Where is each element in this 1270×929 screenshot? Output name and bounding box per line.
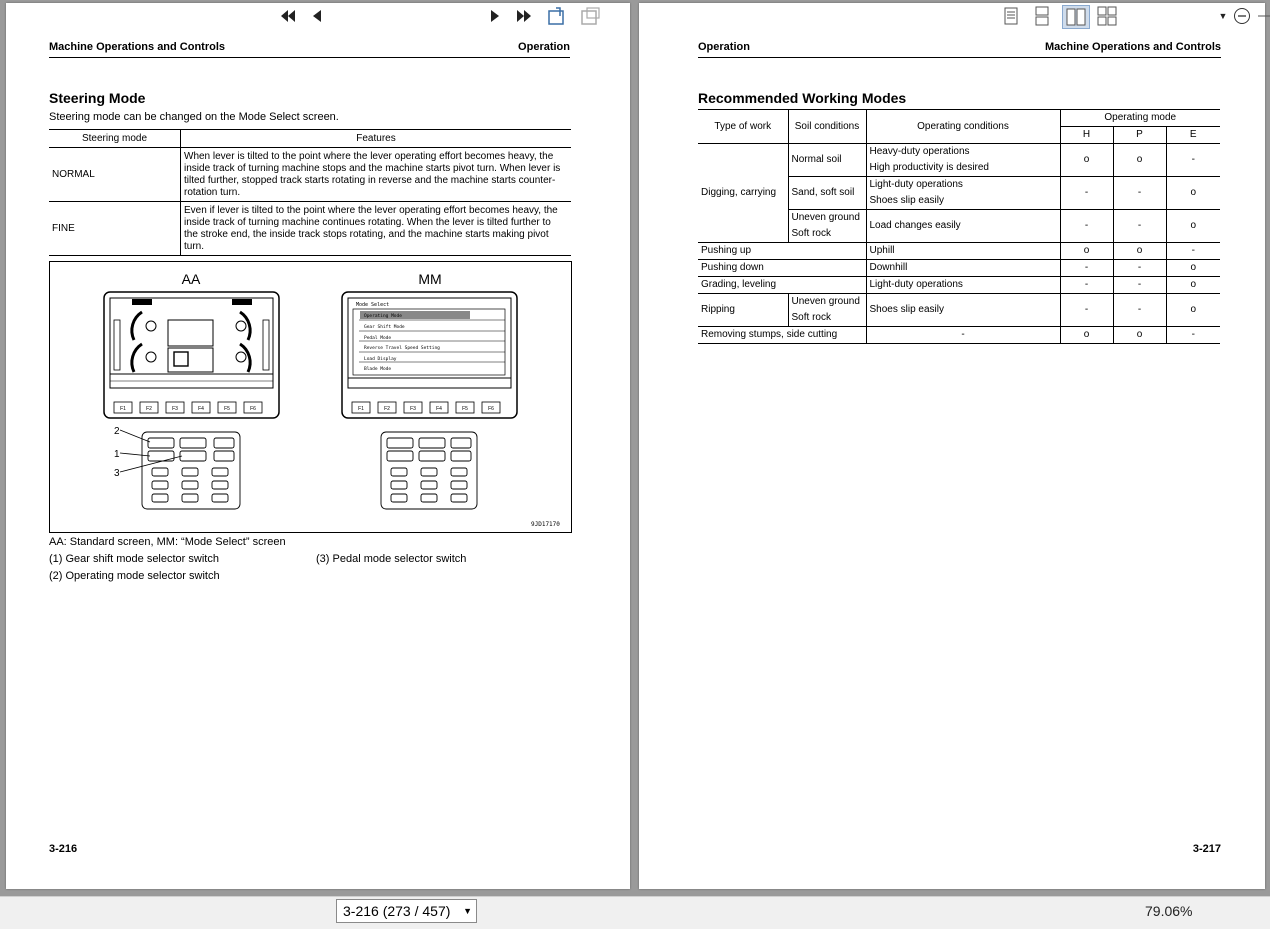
conditions-cell (866, 177, 1060, 210)
col-operating-conditions: Operating conditions (866, 110, 1060, 144)
type-cell: Ripping (698, 294, 788, 327)
mode-p-cell: - (1113, 210, 1166, 243)
zoom-slider[interactable] (1256, 5, 1270, 27)
header-left: Machine Operations and Controls (49, 41, 226, 53)
col-operating-mode: Operating mode (1060, 110, 1220, 127)
col-p: P (1113, 127, 1166, 144)
mode-p-cell: o (1113, 327, 1166, 344)
table-row (698, 294, 1220, 327)
table-row (698, 243, 1220, 260)
col-h: H (1060, 127, 1113, 144)
fkey-label: F6 (250, 406, 256, 412)
running-header (698, 41, 1221, 58)
conditions-cell: Uphill (866, 243, 1060, 260)
running-header (49, 41, 570, 58)
conditions-line: Heavy-duty operations (869, 146, 970, 157)
page-indicator: 3-216 (273 / 457) (343, 903, 451, 919)
zoom-slider-track (1256, 7, 1270, 25)
soil-line: Soft rock (791, 228, 831, 239)
table-row (698, 277, 1220, 294)
conditions-cell: Downhill (866, 260, 1060, 277)
mode-e-cell: - (1166, 144, 1220, 177)
mode-h-cell: - (1060, 277, 1113, 294)
soil-line: Soft rock (791, 312, 831, 323)
fkey-label: F1 (358, 406, 364, 412)
intro-text: Steering mode can be changed on the Mode Select screen. (49, 111, 339, 123)
chevron-down-icon[interactable]: ▼ (463, 906, 472, 916)
fkey-label: F5 (462, 406, 468, 412)
standard-screen-monitor (104, 292, 279, 418)
menu-item: Operating Mode (364, 314, 402, 319)
conditions-cell: Load changes easily (866, 210, 1060, 243)
working-modes-table (698, 109, 1220, 344)
header-right: Operation (518, 41, 570, 53)
mode-e-cell: - (1166, 327, 1220, 344)
col-features: Features (181, 130, 572, 148)
col-e: E (1166, 127, 1220, 144)
fkey-label: F4 (198, 406, 204, 412)
conditions-cell: - (866, 327, 1060, 344)
mode-h-cell: - (1060, 260, 1113, 277)
mode-e-cell: o (1166, 210, 1220, 243)
mode-cell: NORMAL (49, 148, 181, 202)
header-right: Machine Operations and Controls (1044, 41, 1221, 53)
previous-page-button[interactable] (308, 5, 326, 27)
menu-item: Gear Shift Mode (364, 325, 405, 330)
conditions-cell (866, 144, 1060, 177)
label-aa: AA (181, 271, 201, 287)
section-title: Steering Mode (49, 90, 146, 106)
zoom-dropdown[interactable] (1217, 5, 1229, 27)
steering-mode-table (49, 129, 571, 256)
first-page-icon (279, 8, 297, 24)
soil-line: Uneven ground (791, 296, 860, 307)
soil-cell (788, 210, 866, 243)
mode-p-cell: - (1113, 294, 1166, 327)
section-title: Recommended Working Modes (698, 90, 907, 106)
fkey-label: F3 (410, 406, 416, 412)
mode-e-cell: o (1166, 260, 1220, 277)
legend-item: (3) Pedal mode selector switch (316, 553, 467, 565)
menu-item: Blade Mode (364, 367, 392, 372)
fkey-label: F4 (436, 406, 442, 412)
mode-h-cell: - (1060, 294, 1113, 327)
single-page-view-button[interactable] (1000, 5, 1022, 27)
col-steering-mode: Steering mode (49, 130, 181, 148)
next-view-button[interactable] (578, 5, 602, 27)
next-view-icon (579, 6, 601, 26)
switch-panel-left (142, 432, 240, 509)
page-number: 3-217 (1192, 843, 1221, 855)
previous-view-button[interactable] (545, 5, 569, 27)
legend-item: (2) Operating mode selector switch (49, 570, 220, 582)
next-page-icon (489, 8, 501, 24)
type-cell: Pushing up (698, 243, 866, 260)
mode-h-cell: o (1060, 243, 1113, 260)
mode-select-monitor (342, 292, 517, 418)
legend-item: (1) Gear shift mode selector switch (49, 553, 219, 565)
menu-item: Reverse Travel Speed Setting (364, 346, 440, 351)
switch-panel-right (381, 432, 477, 509)
first-page-button[interactable] (277, 5, 299, 27)
mode-p-cell: - (1113, 260, 1166, 277)
mode-e-cell: o (1166, 277, 1220, 294)
table-row (698, 327, 1220, 344)
page-right (639, 3, 1265, 889)
table-row (49, 202, 571, 256)
table-row (49, 148, 571, 202)
callout-3: 3 (114, 468, 120, 479)
mode-p-cell: - (1113, 277, 1166, 294)
previous-page-icon (311, 8, 323, 24)
soil-line: Uneven ground (791, 212, 860, 223)
page-number: 3-216 (49, 843, 78, 855)
col-soil-conditions: Soil conditions (788, 110, 866, 144)
mode-p-cell: o (1113, 144, 1166, 177)
mode-p-cell: o (1113, 243, 1166, 260)
features-cell: When lever is tilted to the point where the lever operating effort becomes heavy, the inside track of turning machine stops and the machine starts pivot turn. When lever is tilted further, stopped track starts rotating in reverse and the machine starts counter-rotation turn. (181, 148, 572, 202)
last-page-icon (515, 8, 533, 24)
mode-cell: FINE (49, 202, 181, 256)
last-page-button[interactable] (513, 5, 535, 27)
mode-h-cell: - (1060, 210, 1113, 243)
mode-h-cell: o (1060, 144, 1113, 177)
type-cell: Pushing down (698, 260, 866, 277)
zoom-level: 79.06% (1145, 903, 1193, 919)
conditions-line: Shoes slip easily (869, 195, 944, 206)
fkey-label: F3 (172, 406, 178, 412)
fkey-label: F5 (224, 406, 230, 412)
monitor-figure (49, 261, 572, 533)
mode-select-title: Mode Select (356, 302, 390, 308)
previous-view-icon (546, 6, 568, 26)
fkey-label: F6 (488, 406, 494, 412)
zoom-out-button[interactable] (1232, 5, 1252, 27)
type-cell: Digging, carrying (698, 144, 788, 243)
mode-h-cell: - (1060, 177, 1113, 210)
conditions-cell: Light-duty operations (866, 277, 1060, 294)
figure-code: 9JD17170 (531, 521, 560, 528)
mode-p-cell: - (1113, 177, 1166, 210)
mode-e-cell: o (1166, 294, 1220, 327)
viewer-toolbar (0, 896, 1270, 929)
two-page-continuous-button[interactable] (1096, 5, 1118, 27)
col-type-of-work: Type of work (698, 110, 788, 144)
header-left: Operation (698, 41, 750, 53)
fkey-label: F2 (146, 406, 152, 412)
two-page-continuous-icon (1097, 6, 1117, 26)
fkey-label: F2 (384, 406, 390, 412)
type-cell: Removing stumps, side cutting (698, 327, 866, 344)
next-page-button[interactable] (486, 5, 504, 27)
zoom-out-icon (1233, 7, 1251, 25)
menu-item: Load Display (364, 357, 397, 362)
conditions-line: Light-duty operations (869, 179, 963, 190)
conditions-line: High productivity is desired (869, 162, 989, 173)
features-cell: Even if lever is tilted to the point where the lever operating effort becomes heavy, the inside track of turning machine continues rotating. When the lever is tilted further to the stroke end, the inside track stops rotating, and the machine starts making pivot turn. (181, 202, 572, 256)
page-left (6, 3, 630, 889)
mode-e-cell: o (1166, 177, 1220, 210)
two-page-icon (1066, 7, 1086, 27)
menu-item: Pedal Mode (364, 336, 392, 341)
fkey-label: F1 (120, 406, 126, 412)
callout-2: 2 (114, 426, 120, 437)
soil-cell (788, 294, 866, 327)
two-page-view-button[interactable] (1062, 5, 1090, 29)
callout-1: 1 (114, 449, 120, 460)
label-mm: MM (418, 271, 442, 287)
figure-caption: AA: Standard screen, MM: “Mode Select” screen (49, 536, 286, 548)
continuous-view-button[interactable] (1031, 5, 1053, 27)
soil-cell: Sand, soft soil (788, 177, 866, 210)
conditions-cell: Shoes slip easily (866, 294, 1060, 327)
table-row (698, 144, 1220, 177)
soil-cell: Normal soil (788, 144, 866, 177)
single-page-icon (1003, 6, 1019, 26)
mode-h-cell: o (1060, 327, 1113, 344)
mode-e-cell: - (1166, 243, 1220, 260)
type-cell: Grading, leveling (698, 277, 866, 294)
table-row (698, 260, 1220, 277)
page-number-input[interactable] (336, 899, 477, 923)
continuous-page-icon (1034, 6, 1050, 26)
chevron-down-icon: ▼ (1218, 11, 1228, 21)
